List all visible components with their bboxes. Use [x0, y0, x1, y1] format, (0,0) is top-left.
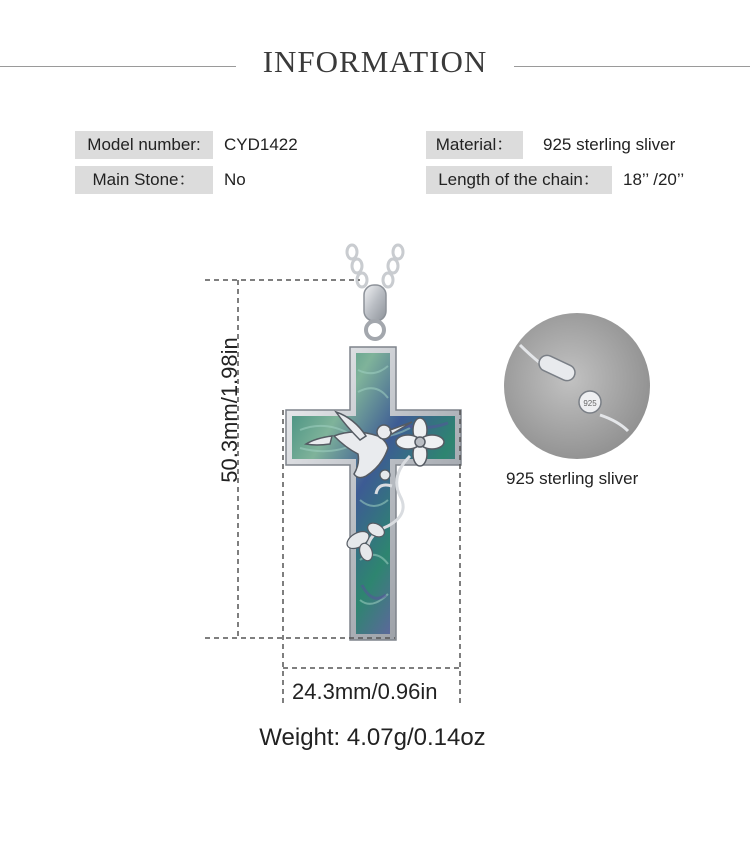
chain-length-value: 18’’ /20’’ — [623, 170, 685, 189]
chain-length-label: Length of the chain： — [426, 166, 612, 194]
height-dimension-label: 50.3mm/1.98in — [217, 337, 242, 483]
material-label: Material： — [426, 131, 523, 159]
weight-label: Weight: 4.07g/0.14oz — [259, 724, 486, 751]
main-stone-value: No — [224, 170, 246, 189]
clasp-detail-image — [504, 313, 650, 459]
pendant-bail — [364, 285, 386, 339]
width-dimension-label: 24.3mm/0.96in — [292, 679, 438, 704]
cross-pendant — [286, 347, 461, 640]
stamp-925-text: 925 — [583, 399, 597, 408]
necklace-chain — [347, 245, 403, 287]
main-stone-label: Main Stone： — [75, 166, 213, 194]
dimension-guides — [205, 280, 460, 706]
clasp-detail-caption: 925 sterling sliver — [506, 469, 639, 488]
page-title: INFORMATION — [262, 44, 488, 79]
model-number-value: CYD1422 — [224, 135, 298, 154]
material-value: 925 sterling sliver — [543, 135, 676, 154]
model-number-label: Model number: — [75, 131, 213, 159]
